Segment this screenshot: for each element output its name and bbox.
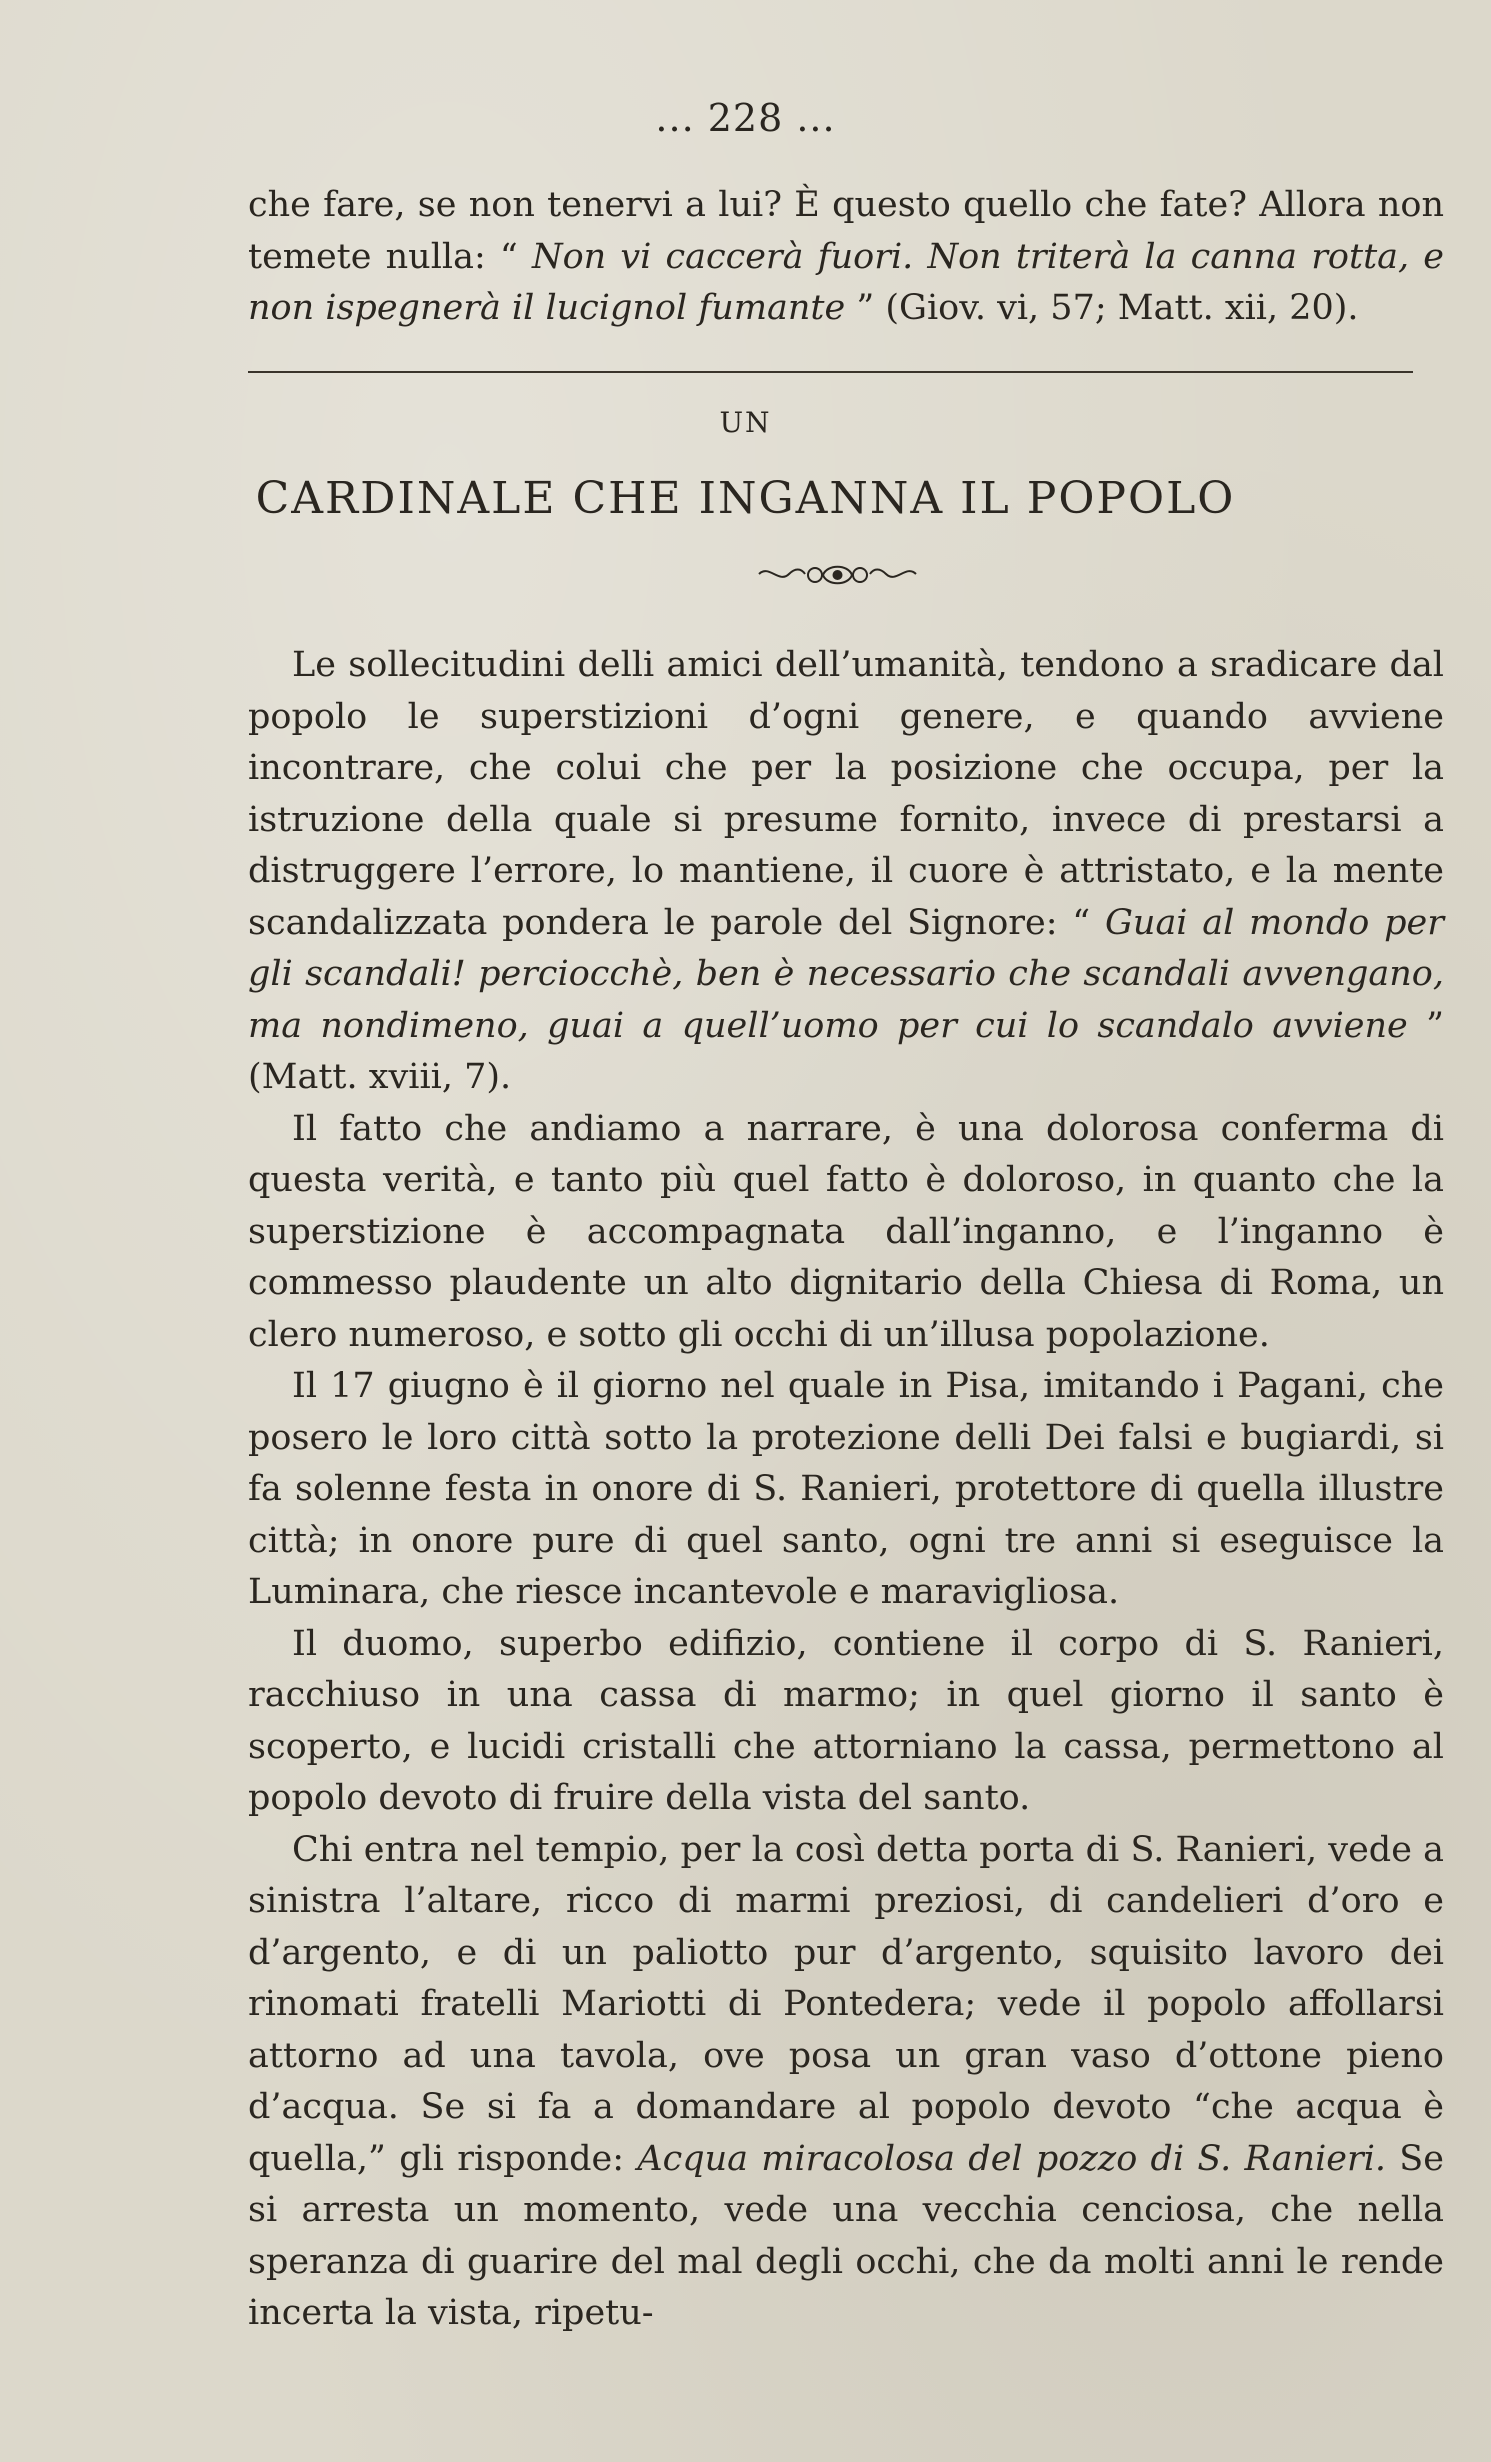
paragraph [248,640,1444,1104]
page-number: ... 228 ... [655,96,836,140]
paragraph [248,180,1444,335]
article-body [248,640,1444,2340]
paragraph: Il 17 giugno è il giorno nel quale in Pisa, imitando i Pagani, che posero le loro città sotto la protezione delli Dei falsi e bugiardi, si fa solenne festa in onore di S. Ranieri, protettore di quella illustre città; in onore pure di quel santo, ogni tre anni si eseguisce la Luminara, che riesce incantevole e maravigliosa. [248,1366,1444,1612]
paragraph: Il duomo, superbo edifizio, contiene il corpo di S. Ranieri, racchiuso in una cassa di marmo; in quel giorno il santo è scoperto, e lucidi cristalli che attorniano la cassa, permettono al popolo devoto di fruire della vista del santo. [248,1623,1444,1818]
citation-run: ” (Giov. vi, 57; Matt. xii, 20). [845,288,1359,328]
chapter-title: CARDINALE CHE INGANNA IL POPOLO [255,473,1236,524]
italic-quote: Non vi caccerà fuori. Non triterà la canna rotta, e non ispegnerà il lucignol fumante [248,236,1445,328]
paragraph [248,1825,1444,2340]
continued-paragraph [248,180,1444,335]
text-run: Chi entra nel tempio, per la così detta porta di S. Ranieri, vede a sinistra l’altare, ricco di marmi preziosi, di candelieri d’oro e d’argento, e di un paliotto pur d’argento, squisito lavoro dei rinomati fratelli Mariotti di Pontedera; vede il popolo affollarsi attorno ad una tavola, ove posa un gran vaso d’ottone pieno d’acqua. Se si fa a domandare al popolo devoto “che acqua è quella,” gli risponde: [248,1829,1444,2179]
text-run: Se si arresta un momento, vede una vecchia cenciosa, che nella speranza di guarire del mal degli occhi, che da molti anni le rende incerta la vista, ripetu- [248,2138,1444,2333]
fleuron-ornament-icon [755,560,920,590]
section-divider [248,371,1413,373]
text-run: che fare, se non tenervi a lui? È questo quello che fate? Allora non temete nulla: “ [248,185,1444,277]
citation-run: ” (Matt. xviii, 7). [248,1005,1444,1097]
heading-prefix: UN [719,406,772,439]
italic-quote: Acqua miracolosa del pozzo di S. Ranieri. [637,2138,1387,2179]
italic-quote: Guai al mondo per gli scandali! perciocchè, ben è necessario che scandali avvengano, ma nondimeno, guai a quell’uomo per cui lo scandalo avviene [248,902,1444,1046]
text-run: Le sollecitudini delli amici dell’umanità, tendono a sradicare dal popolo le superstizioni d’ogni genere, e quando avviene incontrare, che colui che per la posizione che occupa, per la istruzione della quale si presume fornito, invece di prestarsi a distruggere l’errore, lo mantiene, il cuore è attristato, e la mente scandalizzata pondera le parole del Signore: “ [248,645,1444,943]
paragraph: Il fatto che andiamo a narrare, è una dolorosa conferma di questa verità, e tanto più quel fatto è doloroso, in quanto che la superstizione è accompagnata dall’inganno, e l’inganno è commesso plaudente un alto dignitario della Chiesa di Roma, un clero numeroso, e sotto gli occhi di un’illusa popolazione. [248,1108,1444,1355]
